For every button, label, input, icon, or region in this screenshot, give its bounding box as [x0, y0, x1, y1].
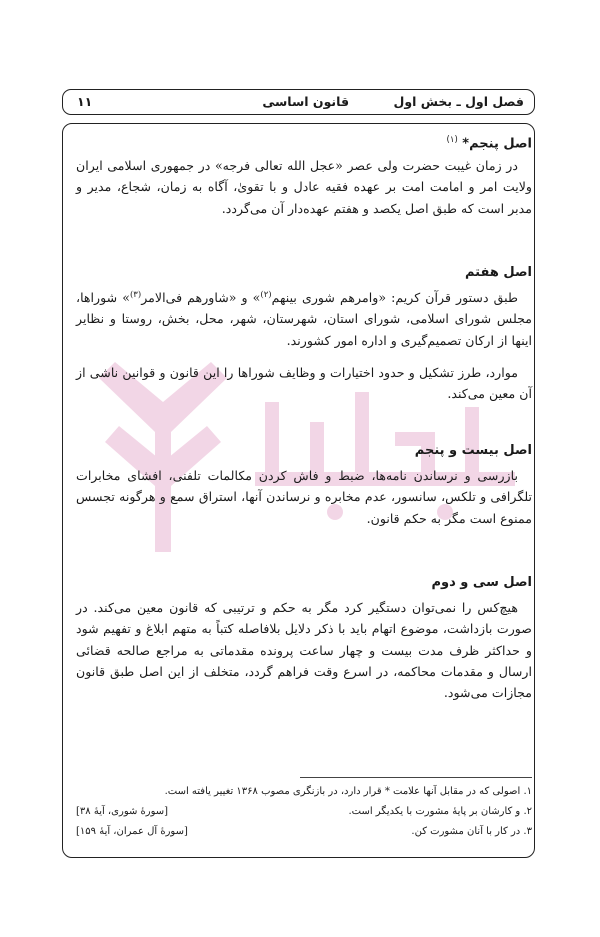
page-number: ١١ — [77, 94, 93, 109]
footnote: ١. اصولی که در مقابل آنها علامت * قرار دارد، در بازنگری مصوب ١٣۶٨ تغییر یافته است. — [164, 786, 532, 797]
article-heading — [447, 130, 532, 155]
chapter-title: فصل اول ـ بخش اول — [393, 94, 524, 109]
running-header — [62, 89, 535, 115]
article-paragraph: موارد، طرز تشکیل و حدود اختیارات و وظایف شوراها را این قانون و قوانین ناشی از آن معین می‌کند. — [76, 365, 532, 402]
article-heading — [415, 440, 532, 461]
article-heading — [465, 262, 532, 283]
article-title: اصل سی و دوم — [431, 575, 532, 590]
article-title: اصل بیست و پنجم — [414, 443, 532, 458]
article-paragraph: در زمان غیبت حضرت ولی عصر «عجل الله تعالی فرجه» در جمهوری اسلامی ایران ولایت امر و امامت امت بر عهده فقیه عادل و با تقویٰ، آگاه به زمان، شجاع، مدیر و مدبر است که طبق اصل یکصد و هفتم عهده‌دار آن می‌گردد. — [76, 158, 532, 216]
article-paragraph: طبق دستور قرآن کریم: «وامرهم شوری بینهم$^{(٢)}$» و «شاورهم فی‌الامر$^{(٣)}$» شوراها، مجلس شورای اسلامی، شورای استان، شهرستان، شهر، محل، بخش، روستا و نظایر اینها از ارکان تصمیم‌گیری و اداره امور کشورند. — [76, 289, 532, 348]
article-heading — [432, 572, 533, 593]
footnote-citation: [سورهٔ شوری، آیهٔ ٣٨] — [76, 806, 169, 817]
footnote: ٢. و کارشان بر پایهٔ مشورت با یکدیگر است. — [348, 806, 532, 817]
footnote-citation: [سورهٔ آل عمران، آیهٔ ١۵٩] — [76, 826, 188, 837]
article-paragraph: بازرسی و نرساندن نامه‌ها، ضبط و فاش کردن مکالمات تلفنی، افشای مخابرات تلگرافی و تلکس، سانسور، عدم مخابره و نرساندن آنها، استراق سمع و هرگونه تجسس ممنوع است مگر به حکم قانون. — [76, 468, 532, 526]
footnote: ٣. در کار با آنان مشورت کن. — [411, 826, 532, 837]
footnote-ref: (٣) — [129, 289, 142, 300]
footnote-ref: (٢) — [260, 289, 272, 300]
book-title: قانون اساسی — [262, 94, 349, 109]
article-title: اصل هفتم — [464, 265, 532, 280]
footnote-divider — [300, 777, 532, 778]
article-paragraph: هیچ‌کس را نمی‌توان دستگیر کرد مگر به حکم و ترتیبی که قانون معین می‌کند. در صورت بازداشت، موضوع اتهام باید با ذکر دلایل بلافاصله کتباً به متهم ابلاغ و تفهیم شود و حداکثر ظرف مدت بیست و چهار ساعت پرونده مقدماتی به مراجع صالحه قضائی ارسال و مقدمات محاکمه، در اسرع وقت فراهم گردد، متخلف از این اصل طبق قانون مجازات می‌شود. — [76, 600, 532, 701]
article-note-ref: (١) — [446, 135, 458, 145]
article-title: اصل پنجم* — [462, 136, 532, 152]
watermark-text: هادیار — [95, 362, 98, 363]
